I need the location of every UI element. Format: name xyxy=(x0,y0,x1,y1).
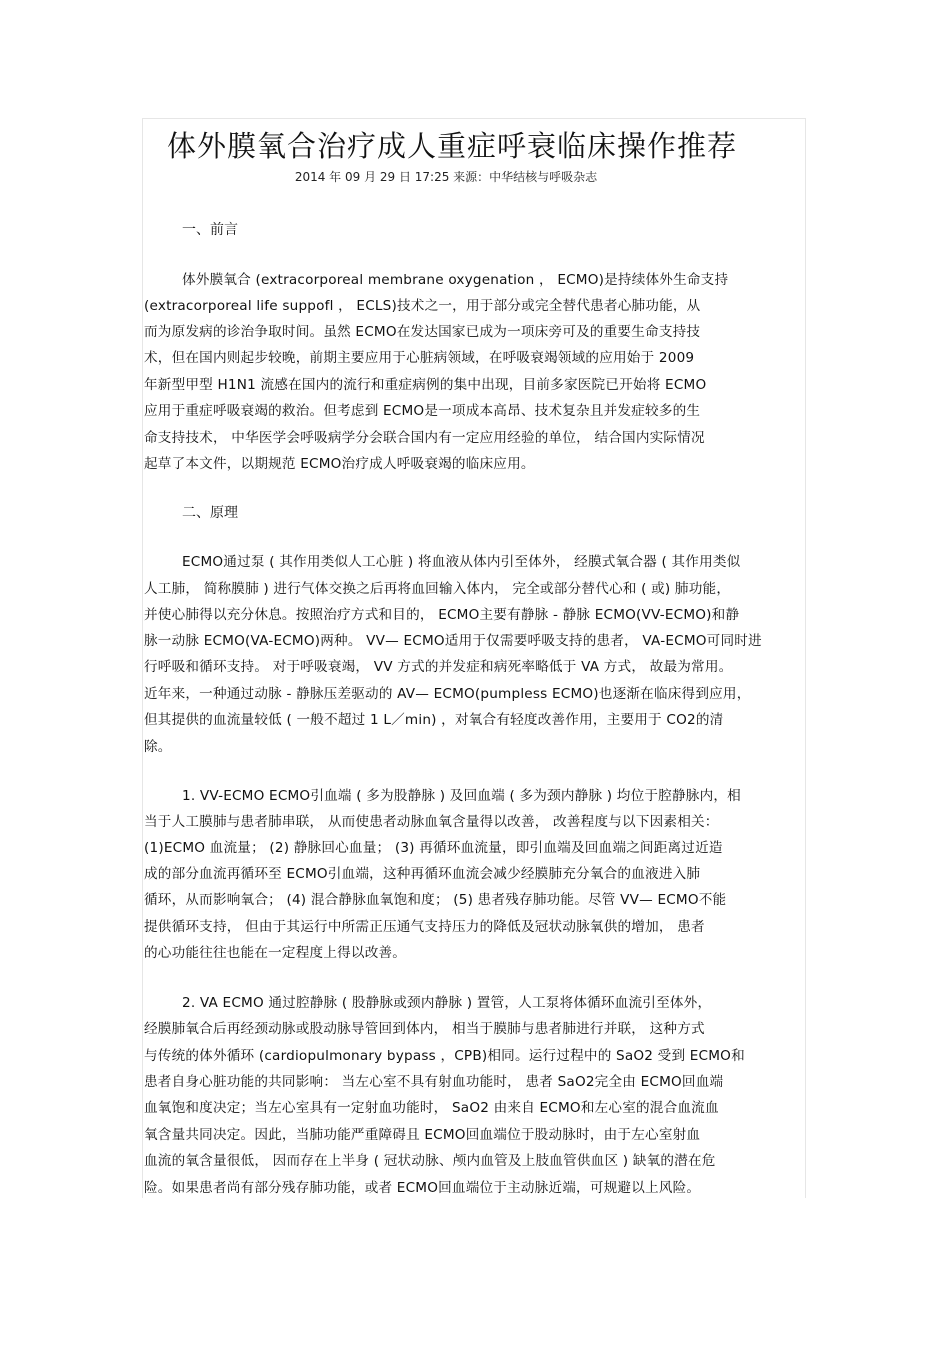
paragraph-line: 应用于重症呼吸衰竭的救治。但考虑到 ECMO是一项成本高昂、技术复杂且并发症较多的生 xyxy=(144,403,701,419)
paragraph-line: 除。 xyxy=(144,739,172,755)
section-heading-preface: 一、前言 xyxy=(182,222,238,238)
paragraph-line: 患者自身心脏功能的共同影响： 当左心室不具有射血功能时， 患者 SaO2完全由 ECMO回血端 xyxy=(144,1074,724,1090)
paragraph-line: 行呼吸和循环支持。 对于呼吸衰竭， VV 方式的并发症和病死率略低于 VA 方式， 故最为常用。 xyxy=(144,659,733,675)
paragraph-line: 而为原发病的诊治争取时间。虽然 ECMO在发达国家已成为一项床旁可及的重要生命支持技 xyxy=(144,324,701,340)
paragraph-line: 人工肺， 简称膜肺 ) 进行气体交换之后再将血回输入体内， 完全或部分替代心和 ( 或) 肺功能， xyxy=(144,581,731,597)
paragraph-line: (extracorporeal life suppofl ， ECLS)技术之一，用于部分或完全替代患者心肺功能，从 xyxy=(144,298,701,314)
paragraph-line: 起草了本文件，以期规范 ECMO治疗成人呼吸衰竭的临床应用。 xyxy=(144,456,535,472)
paragraph-line: 氧含量共同决定。因此，当肺功能严重障碍且 ECMO回血端位于股动脉时，由于左心室射血 xyxy=(144,1127,701,1143)
section-heading-principle: 二、原理 xyxy=(182,505,238,521)
paragraph-line: 但其提供的血流量较低 ( 一般不超过 1 L／min) ，对氧合有轻度改善作用，主要用于 CO2的清 xyxy=(144,712,724,728)
paragraph-line: 的心功能往往也能在一定程度上得以改善。 xyxy=(144,945,407,961)
paragraph-line: 1. VV-ECMO ECMO引血端 ( 多为股静脉 ) 及回血端 ( 多为颈内静脉 ) 均位于腔静脉内，相 xyxy=(182,788,741,804)
paragraph-line: 循环，从而影响氧合； (4) 混合静脉血氧饱和度； (5) 患者残存肺功能。尽管 VV— ECMO不能 xyxy=(144,892,727,908)
paragraph-line: (1)ECMO 血流量； (2) 静脉回心血量； (3) 再循环血流量，即引血端及回血端之间距离过近造 xyxy=(144,840,723,856)
paragraph-line: 险。如果患者尚有部分残存肺功能，或者 ECMO回血端位于主动脉近端，可规避以上风险。 xyxy=(144,1180,701,1196)
paragraph-line: 并使心肺得以充分休息。按照治疗方式和目的， ECMO主要有静脉 - 静脉 ECMO(VV-ECMO)和静 xyxy=(144,607,740,623)
paragraph-line: 年新型甲型 H1N1 流感在国内的流行和重症病例的集中出现，目前多家医院已开始将 ECMO xyxy=(144,377,707,393)
paragraph-line: ECMO通过泵 ( 其作用类似人工心脏 ) 将血液从体内引至体外， 经膜式氧合器 ( 其作用类似 xyxy=(182,554,741,570)
paragraph-line: 提供循环支持， 但由于其运行中所需正压通气支持压力的降低及冠状动脉氧供的增加， 患者 xyxy=(144,919,705,935)
paragraph-line: 脉一动脉 ECMO(VA-ECMO)两种。 VV— ECMO适用于仅需要呼吸支持的患者， VA-ECMO可同时进 xyxy=(144,633,762,649)
paragraph-line: 血流的氧含量很低， 因而存在上半身 ( 冠状动脉、颅内血管及上肢血管供血区 ) 缺氧的潜在危 xyxy=(144,1153,716,1169)
paragraph-line: 命支持技术， 中华医学会呼吸病学分会联合国内有一定应用经验的单位， 结合国内实际情况 xyxy=(144,430,705,446)
paragraph-line: 术，但在国内则起步较晚，前期主要应用于心脏病领域，在呼吸衰竭领域的应用始于 2009 xyxy=(144,350,695,366)
document-meta: 2014 年 09 月 29 日 17:25 来源：中华结核与呼吸杂志 xyxy=(294,170,598,184)
paragraph-line: 血氧饱和度决定；当左心室具有一定射血功能时， SaO2 由来自 ECMO和左心室的混合血流血 xyxy=(144,1100,719,1116)
document-title: 体外膜氧合治疗成人重症呼衰临床操作推荐 xyxy=(166,129,737,163)
paragraph-line: 经膜肺氧合后再经颈动脉或股动脉导管回到体内， 相当于膜肺与患者肺进行并联， 这种方式 xyxy=(144,1021,705,1037)
paragraph-line: 与传统的体外循环 (cardiopulmonary bypass ，CPB)相同。运行过程中的 SaO2 受到 ECMO和 xyxy=(144,1048,745,1064)
paragraph-line: 成的部分血流再循环至 ECMO引血端，这种再循环血流会减少经膜肺充分氧合的血液进入肺 xyxy=(144,866,701,882)
paragraph-line: 体外膜氧合 (extracorporeal membrane oxygenation ， ECMO)是持续体外生命支持 xyxy=(182,272,729,288)
paragraph-line: 2. VA ECMO 通过腔静脉 ( 股静脉或颈内静脉 ) 置管，人工泵将体循环血流引至体外， xyxy=(182,995,712,1011)
paragraph-line: 当于人工膜肺与患者肺串联， 从而使患者动脉血氧含量得以改善， 改善程度与以下因素相关： xyxy=(144,814,719,830)
paragraph-line: 近年来，一种通过动脉 - 静脉压差驱动的 AV— ECMO(pumpless ECMO)也逐渐在临床得到应用， xyxy=(144,686,751,702)
